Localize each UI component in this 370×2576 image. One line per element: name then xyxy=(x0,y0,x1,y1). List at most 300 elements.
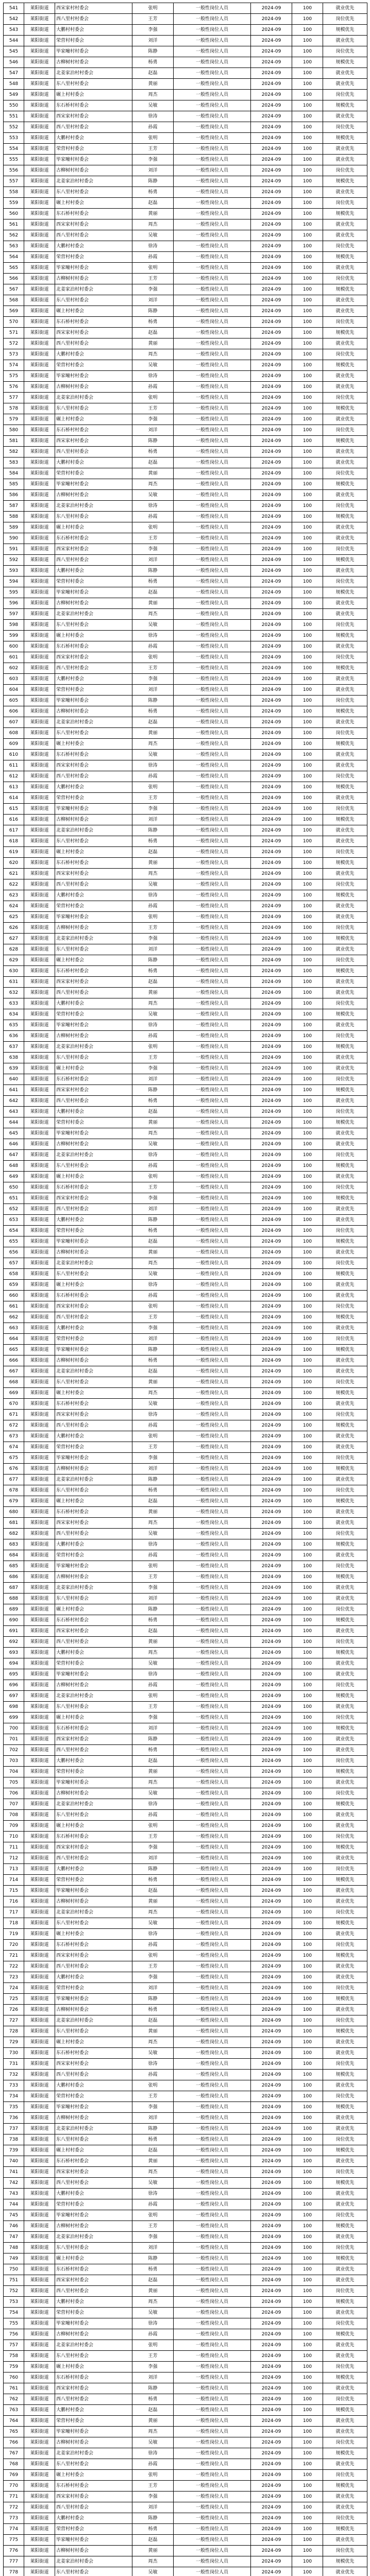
row-amount: 100 xyxy=(292,1074,323,1085)
row-town: 莱阳街道 xyxy=(24,2015,55,2026)
row-town: 莱阳街道 xyxy=(24,1182,55,1193)
row-index: 702 xyxy=(4,1745,24,1756)
row-town: 莱阳街道 xyxy=(24,1399,55,1410)
row-index: 582 xyxy=(4,447,24,457)
row-index: 631 xyxy=(4,977,24,988)
row-town: 莱阳街道 xyxy=(24,1301,55,1312)
row-month: 2024-09 xyxy=(251,2492,292,2502)
row-town: 莱阳街道 xyxy=(24,436,55,447)
row-name: 杨勇 xyxy=(132,836,174,847)
row-village: 西八里村村委会 xyxy=(55,1637,132,1648)
row-amount: 100 xyxy=(292,2048,323,2059)
row-town: 莱阳街道 xyxy=(24,577,55,587)
row-status: 岗位优先 xyxy=(323,2243,367,2253)
row-month: 2024-09 xyxy=(251,2470,292,2481)
row-amount: 100 xyxy=(292,2253,323,2264)
row-name: 刘洋 xyxy=(132,685,174,696)
row-amount: 100 xyxy=(292,2221,323,2232)
row-month: 2024-09 xyxy=(251,1951,292,1961)
row-post: 一般性岗位人员 xyxy=(174,1388,251,1399)
row-amount: 100 xyxy=(292,955,323,966)
row-town: 莱阳街道 xyxy=(24,2286,55,2297)
row-name: 陈静 xyxy=(132,1864,174,1875)
row-post: 一般性岗位人员 xyxy=(174,1269,251,1280)
row-month: 2024-09 xyxy=(251,57,292,68)
row-village: 荣营村村委会 xyxy=(55,2416,132,2427)
row-village: 东八里村村委会 xyxy=(55,187,132,198)
row-name: 黄丽 xyxy=(132,2156,174,2167)
row-index: 716 xyxy=(4,1896,24,1907)
table-row xyxy=(4,1734,367,1745)
row-amount: 100 xyxy=(292,2189,323,2199)
row-month: 2024-09 xyxy=(251,2167,292,2178)
table-row xyxy=(4,890,367,901)
row-status: 规模优先 xyxy=(323,2221,367,2232)
row-month: 2024-09 xyxy=(251,2080,292,2091)
row-town: 莱阳街道 xyxy=(24,490,55,501)
table-row xyxy=(4,2221,367,2232)
row-month: 2024-09 xyxy=(251,1009,292,1020)
row-name: 孙霞 xyxy=(132,1420,174,1431)
row-status: 就业优先 xyxy=(323,1658,367,1669)
row-post: 一般性岗位人员 xyxy=(174,187,251,198)
table-row xyxy=(4,577,367,587)
row-town: 莱阳街道 xyxy=(24,1972,55,1983)
row-name: 赵磊 xyxy=(132,457,174,468)
row-status: 就业优先 xyxy=(323,144,367,155)
row-town: 莱阳街道 xyxy=(24,14,55,25)
table-row xyxy=(4,685,367,696)
row-name: 李强 xyxy=(132,1972,174,1983)
row-amount: 100 xyxy=(292,1518,323,1529)
row-index: 557 xyxy=(4,176,24,187)
row-status: 就业优先 xyxy=(323,1583,367,1594)
row-village: 大鹏村村委会 xyxy=(55,457,132,468)
row-index: 710 xyxy=(4,1832,24,1842)
table-row xyxy=(4,2134,367,2145)
row-index: 712 xyxy=(4,1853,24,1864)
table-row xyxy=(4,490,367,501)
row-amount: 100 xyxy=(292,2470,323,2481)
row-status: 岗位优先 xyxy=(323,2318,367,2329)
table-row xyxy=(4,2524,367,2535)
row-post: 一般性岗位人员 xyxy=(174,1799,251,1810)
row-month: 2024-09 xyxy=(251,295,292,306)
row-town: 莱阳街道 xyxy=(24,414,55,425)
row-amount: 100 xyxy=(292,566,323,577)
row-name: 刘洋 xyxy=(132,1334,174,1345)
table-row xyxy=(4,652,367,663)
row-month: 2024-09 xyxy=(251,1226,292,1236)
row-name: 黄丽 xyxy=(132,338,174,349)
row-post: 一般性岗位人员 xyxy=(174,890,251,901)
row-month: 2024-09 xyxy=(251,349,292,360)
row-amount: 100 xyxy=(292,1983,323,1994)
row-town: 莱阳街道 xyxy=(24,1680,55,1691)
row-amount: 100 xyxy=(292,1355,323,1366)
row-status: 就业优先 xyxy=(323,2232,367,2243)
table-row xyxy=(4,263,367,274)
row-name: 王芳 xyxy=(132,1182,174,1193)
row-village: 毕家疃村村委会 xyxy=(55,804,132,815)
row-status: 岗位优先 xyxy=(323,274,367,284)
row-status: 规模优先 xyxy=(323,1009,367,1020)
row-town: 莱阳街道 xyxy=(24,2448,55,2459)
row-town: 莱阳街道 xyxy=(24,1994,55,2005)
row-name: 张明 xyxy=(132,1172,174,1182)
row-post: 一般性岗位人员 xyxy=(174,2427,251,2437)
row-index: 687 xyxy=(4,1583,24,1594)
row-village: 北姜家泊村村委会 xyxy=(55,1799,132,1810)
row-post: 一般性岗位人员 xyxy=(174,2416,251,2427)
row-town: 莱阳街道 xyxy=(24,100,55,111)
row-town: 莱阳街道 xyxy=(24,2492,55,2502)
row-status: 岗位优先 xyxy=(323,1182,367,1193)
row-amount: 100 xyxy=(292,2383,323,2394)
row-village: 东石桥村村委会 xyxy=(55,750,132,760)
row-month: 2024-09 xyxy=(251,1042,292,1053)
row-name: 赵磊 xyxy=(132,198,174,209)
row-month: 2024-09 xyxy=(251,46,292,57)
row-status: 规模优先 xyxy=(323,1842,367,1853)
row-index: 695 xyxy=(4,1669,24,1680)
row-post: 一般性岗位人员 xyxy=(174,1074,251,1085)
table-row xyxy=(4,1821,367,1832)
table-row xyxy=(4,2481,367,2492)
row-month: 2024-09 xyxy=(251,2005,292,2015)
row-town: 莱阳街道 xyxy=(24,858,55,869)
row-name: 徐涛 xyxy=(132,1280,174,1291)
row-name: 黄丽 xyxy=(132,1247,174,1258)
row-town: 莱阳街道 xyxy=(24,923,55,934)
row-post: 一般性岗位人员 xyxy=(174,501,251,512)
row-post: 一般性岗位人员 xyxy=(174,2015,251,2026)
table-row xyxy=(4,230,367,241)
row-month: 2024-09 xyxy=(251,1150,292,1161)
row-village: 西八里村村委会 xyxy=(55,1420,132,1431)
row-status: 就业优先 xyxy=(323,2199,367,2210)
row-status: 规模优先 xyxy=(323,2102,367,2113)
row-town: 莱阳街道 xyxy=(24,1226,55,1236)
row-amount: 100 xyxy=(292,1886,323,1896)
row-status: 规模优先 xyxy=(323,663,367,674)
row-month: 2024-09 xyxy=(251,2437,292,2448)
row-town: 莱阳街道 xyxy=(24,1734,55,1745)
row-amount: 100 xyxy=(292,1464,323,1475)
row-month: 2024-09 xyxy=(251,1204,292,1215)
row-index: 656 xyxy=(4,1247,24,1258)
row-town: 莱阳街道 xyxy=(24,1983,55,1994)
row-post: 一般性岗位人员 xyxy=(174,457,251,468)
row-index: 590 xyxy=(4,533,24,544)
table-row xyxy=(4,1215,367,1226)
row-name: 李强 xyxy=(132,155,174,165)
table-row xyxy=(4,328,367,338)
row-amount: 100 xyxy=(292,1799,323,1810)
row-post: 一般性岗位人员 xyxy=(174,1496,251,1507)
row-post: 一般性岗位人员 xyxy=(174,2502,251,2513)
row-post: 一般性岗位人员 xyxy=(174,879,251,890)
row-village: 碾上村村委会 xyxy=(55,2145,132,2156)
row-town: 莱阳街道 xyxy=(24,36,55,46)
row-month: 2024-09 xyxy=(251,219,292,230)
table-row xyxy=(4,1236,367,1247)
row-status: 就业优先 xyxy=(323,1853,367,1864)
row-month: 2024-09 xyxy=(251,2513,292,2524)
row-town: 莱阳街道 xyxy=(24,2329,55,2340)
row-name: 陈静 xyxy=(132,46,174,57)
row-index: 610 xyxy=(4,750,24,760)
row-index: 628 xyxy=(4,944,24,955)
row-post: 一般性岗位人员 xyxy=(174,2253,251,2264)
row-village: 大鹏村村委会 xyxy=(55,782,132,793)
row-index: 727 xyxy=(4,2015,24,2026)
row-post: 一般性岗位人员 xyxy=(174,1053,251,1063)
row-village: 毕家疃村村委会 xyxy=(55,2535,132,2546)
table-row xyxy=(4,988,367,998)
row-amount: 100 xyxy=(292,1940,323,1951)
row-village: 东八里村村委会 xyxy=(55,1702,132,1713)
table-row xyxy=(4,858,367,869)
row-town: 莱阳街道 xyxy=(24,2372,55,2383)
row-status: 岗位优先 xyxy=(323,923,367,934)
row-status: 岗位优先 xyxy=(323,468,367,479)
row-index: 558 xyxy=(4,187,24,198)
row-village: 东石桥村村委会 xyxy=(55,1507,132,1518)
row-status: 岗位优先 xyxy=(323,349,367,360)
row-post: 一般性岗位人员 xyxy=(174,1518,251,1529)
row-month: 2024-09 xyxy=(251,2178,292,2189)
table-row xyxy=(4,533,367,544)
row-name: 周杰 xyxy=(132,2167,174,2178)
table-row xyxy=(4,804,367,815)
row-town: 莱阳街道 xyxy=(24,2427,55,2437)
row-index: 660 xyxy=(4,1291,24,1301)
row-status: 就业优先 xyxy=(323,155,367,165)
table-row xyxy=(4,447,367,457)
row-village: 西宋家村村委会 xyxy=(55,1734,132,1745)
row-amount: 100 xyxy=(292,1637,323,1648)
row-name: 黄丽 xyxy=(132,2286,174,2297)
row-month: 2024-09 xyxy=(251,1918,292,1929)
row-town: 莱阳街道 xyxy=(24,1410,55,1420)
row-month: 2024-09 xyxy=(251,1929,292,1940)
row-name: 陈静 xyxy=(132,955,174,966)
row-post: 一般性岗位人员 xyxy=(174,36,251,46)
row-post: 一般性岗位人员 xyxy=(174,739,251,750)
row-month: 2024-09 xyxy=(251,901,292,912)
row-village: 东石桥村村委会 xyxy=(55,2156,132,2167)
row-month: 2024-09 xyxy=(251,100,292,111)
row-town: 莱阳街道 xyxy=(24,1020,55,1031)
row-month: 2024-09 xyxy=(251,2015,292,2026)
row-name: 孙霞 xyxy=(132,1550,174,1561)
row-post: 一般性岗位人员 xyxy=(174,2102,251,2113)
row-index: 651 xyxy=(4,1193,24,1204)
row-status: 就业优先 xyxy=(323,414,367,425)
row-village: 东八里村村委会 xyxy=(55,836,132,847)
row-amount: 100 xyxy=(292,2492,323,2502)
row-name: 吴敏 xyxy=(132,360,174,371)
row-town: 莱阳街道 xyxy=(24,587,55,598)
row-post: 一般性岗位人员 xyxy=(174,122,251,133)
table-row xyxy=(4,1020,367,1031)
row-village: 大鹏村村委会 xyxy=(55,25,132,36)
row-town: 莱阳街道 xyxy=(24,2351,55,2362)
row-village: 大鹏村村委会 xyxy=(55,1215,132,1226)
row-village: 古柳树村村委会 xyxy=(55,706,132,717)
row-town: 莱阳街道 xyxy=(24,1291,55,1301)
row-amount: 100 xyxy=(292,241,323,252)
row-name: 赵磊 xyxy=(132,2015,174,2026)
row-post: 一般性岗位人员 xyxy=(174,176,251,187)
row-index: 589 xyxy=(4,522,24,533)
table-row xyxy=(4,1204,367,1215)
table-row xyxy=(4,566,367,577)
row-index: 550 xyxy=(4,100,24,111)
row-amount: 100 xyxy=(292,1399,323,1410)
row-amount: 100 xyxy=(292,923,323,934)
table-row xyxy=(4,620,367,631)
table-row xyxy=(4,1496,367,1507)
table-row xyxy=(4,1961,367,1972)
table-row xyxy=(4,1334,367,1345)
table-row xyxy=(4,2286,367,2297)
row-month: 2024-09 xyxy=(251,1648,292,1658)
table-row xyxy=(4,717,367,728)
row-status: 岗位优先 xyxy=(323,1485,367,1496)
row-village: 东石桥村村委会 xyxy=(55,2372,132,2383)
row-amount: 100 xyxy=(292,2167,323,2178)
row-name: 李强 xyxy=(132,2362,174,2372)
row-amount: 100 xyxy=(292,393,323,403)
row-village: 东石桥村村委会 xyxy=(55,1615,132,1626)
row-amount: 100 xyxy=(292,1150,323,1161)
row-month: 2024-09 xyxy=(251,977,292,988)
row-village: 西八里村村委会 xyxy=(55,14,132,25)
row-post: 一般性岗位人员 xyxy=(174,1507,251,1518)
row-month: 2024-09 xyxy=(251,934,292,944)
table-row xyxy=(4,1507,367,1518)
row-town: 莱阳街道 xyxy=(24,2513,55,2524)
row-amount: 100 xyxy=(292,815,323,825)
row-month: 2024-09 xyxy=(251,1117,292,1128)
table-row xyxy=(4,1128,367,1139)
row-post: 一般性岗位人员 xyxy=(174,3,251,14)
row-index: 684 xyxy=(4,1550,24,1561)
row-index: 754 xyxy=(4,2308,24,2318)
row-status: 就业优先 xyxy=(323,2308,367,2318)
row-post: 一般性岗位人员 xyxy=(174,2210,251,2221)
row-village: 碾上村村委会 xyxy=(55,1172,132,1182)
table-row xyxy=(4,2556,367,2567)
row-status: 规模优先 xyxy=(323,512,367,522)
table-row xyxy=(4,782,367,793)
row-month: 2024-09 xyxy=(251,696,292,706)
row-post: 一般性岗位人员 xyxy=(174,1172,251,1182)
row-post: 一般性岗位人员 xyxy=(174,2026,251,2037)
row-name: 周杰 xyxy=(132,2297,174,2308)
row-post: 一般性岗位人员 xyxy=(174,2037,251,2048)
row-post: 一般性岗位人员 xyxy=(174,1777,251,1788)
row-town: 莱阳街道 xyxy=(24,1594,55,1604)
row-amount: 100 xyxy=(292,349,323,360)
row-post: 一般性岗位人员 xyxy=(174,2372,251,2383)
row-village: 西八里村村委会 xyxy=(55,2502,132,2513)
row-amount: 100 xyxy=(292,68,323,79)
row-index: 644 xyxy=(4,1117,24,1128)
row-month: 2024-09 xyxy=(251,468,292,479)
row-status: 规模优先 xyxy=(323,1345,367,1355)
table-row xyxy=(4,2232,367,2243)
row-town: 莱阳街道 xyxy=(24,2145,55,2156)
row-status: 岗位优先 xyxy=(323,425,367,436)
row-post: 一般性岗位人员 xyxy=(174,2308,251,2318)
row-month: 2024-09 xyxy=(251,1702,292,1713)
row-status: 就业优先 xyxy=(323,457,367,468)
row-index: 578 xyxy=(4,403,24,414)
row-post: 一般性岗位人员 xyxy=(174,2156,251,2167)
table-row xyxy=(4,923,367,934)
row-town: 莱阳街道 xyxy=(24,2535,55,2546)
row-index: 576 xyxy=(4,382,24,393)
table-row xyxy=(4,1691,367,1702)
row-town: 莱阳街道 xyxy=(24,1475,55,1485)
row-status: 规模优先 xyxy=(323,1193,367,1204)
row-amount: 100 xyxy=(292,230,323,241)
row-post: 一般性岗位人员 xyxy=(174,1161,251,1172)
row-post: 一般性岗位人员 xyxy=(174,252,251,263)
row-name: 赵磊 xyxy=(132,2535,174,2546)
row-month: 2024-09 xyxy=(251,522,292,533)
row-amount: 100 xyxy=(292,1756,323,1767)
row-post: 一般性岗位人员 xyxy=(174,533,251,544)
row-post: 一般性岗位人员 xyxy=(174,284,251,295)
row-name: 吴敏 xyxy=(132,1918,174,1929)
table-row xyxy=(4,1529,367,1539)
row-name: 张明 xyxy=(132,1821,174,1832)
row-index: 584 xyxy=(4,468,24,479)
row-post: 一般性岗位人员 xyxy=(174,403,251,414)
table-row xyxy=(4,2037,367,2048)
row-amount: 100 xyxy=(292,706,323,717)
row-town: 莱阳街道 xyxy=(24,176,55,187)
row-index: 609 xyxy=(4,739,24,750)
row-index: 553 xyxy=(4,133,24,144)
row-status: 岗位优先 xyxy=(323,1410,367,1420)
row-index: 596 xyxy=(4,598,24,609)
row-amount: 100 xyxy=(292,1182,323,1193)
row-index: 699 xyxy=(4,1713,24,1723)
row-status: 规模优先 xyxy=(323,403,367,414)
row-post: 一般性岗位人员 xyxy=(174,2383,251,2394)
row-post: 一般性岗位人员 xyxy=(174,1669,251,1680)
row-status: 就业优先 xyxy=(323,1821,367,1832)
row-town: 莱阳街道 xyxy=(24,1561,55,1572)
row-month: 2024-09 xyxy=(251,2308,292,2318)
table-row xyxy=(4,2437,367,2448)
row-index: 643 xyxy=(4,1107,24,1117)
row-status: 规模优先 xyxy=(323,2178,367,2189)
row-name: 赵磊 xyxy=(132,1496,174,1507)
row-month: 2024-09 xyxy=(251,1063,292,1074)
table-row xyxy=(4,2308,367,2318)
row-index: 579 xyxy=(4,414,24,425)
row-amount: 100 xyxy=(292,631,323,641)
row-month: 2024-09 xyxy=(251,479,292,490)
row-month: 2024-09 xyxy=(251,825,292,836)
row-post: 一般性岗位人员 xyxy=(174,717,251,728)
